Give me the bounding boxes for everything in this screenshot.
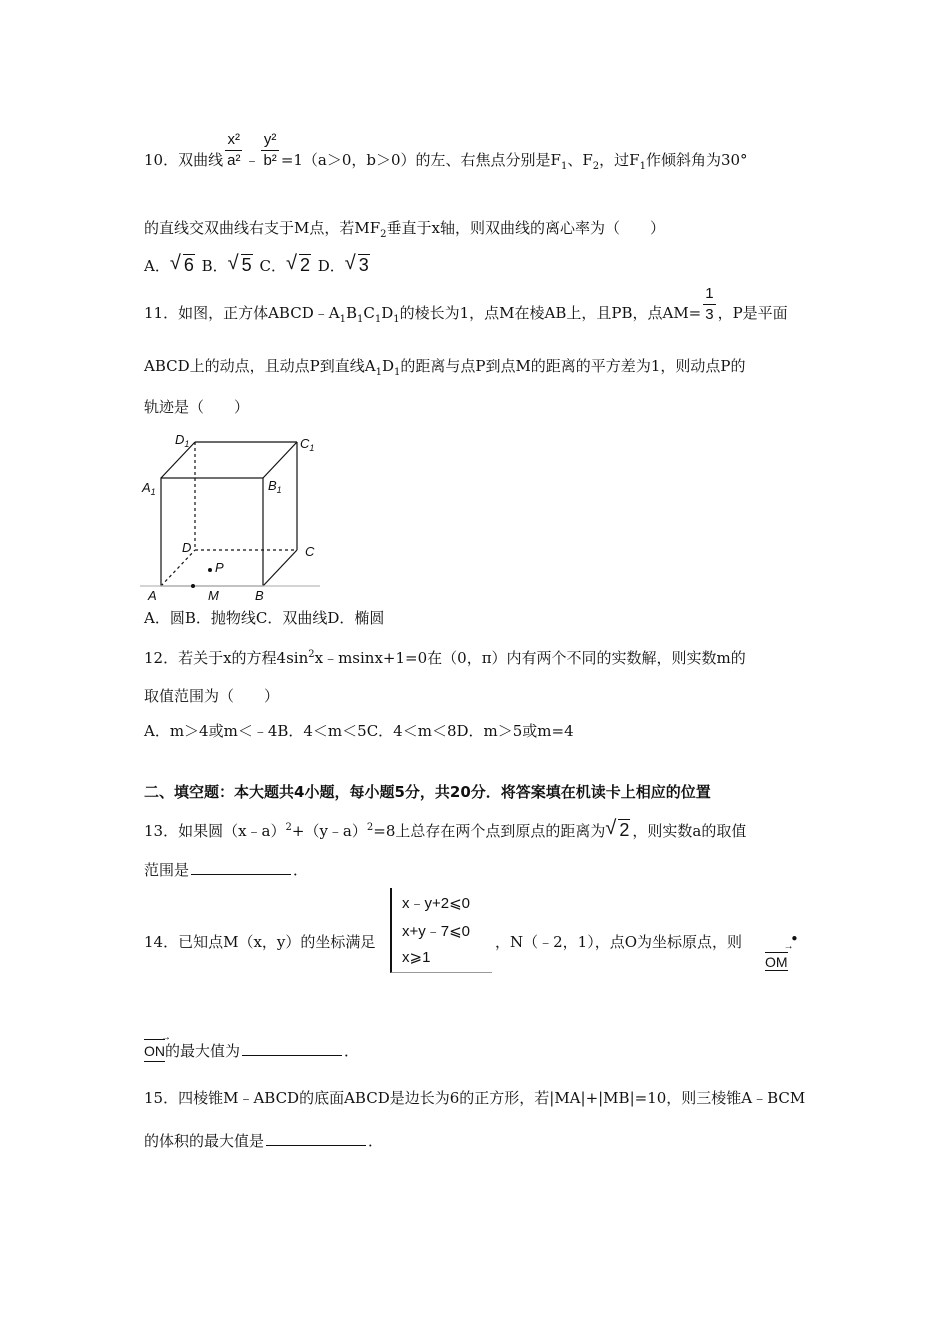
q13-radicand: 2 [619, 820, 630, 840]
q14-vector-on: ON → [144, 1037, 165, 1062]
q14-line1-b-wrap [495, 932, 742, 952]
q10-sub1: 1 [560, 161, 568, 172]
q10-number: 10． [144, 151, 179, 169]
label-a: A [148, 588, 157, 602]
q14-line1-b: ，N（﹣2，1），点O为坐标原点，则 [495, 933, 743, 951]
q13-sqrt [607, 820, 630, 840]
q10-line2-b: 垂直于x轴，则双曲线的离心率为（ ） [386, 219, 665, 237]
q10-sub3: 1 [639, 161, 646, 172]
q14-dot: • [790, 930, 799, 948]
q13-line2-end: ． [293, 861, 309, 879]
label-b1-sub: 1 [276, 485, 282, 495]
q10-line1 [144, 130, 748, 177]
q15-line2-a: 的体积的最大值是 [144, 1132, 265, 1150]
q10-tail2: 作倾斜角为30° [645, 151, 748, 169]
q10-minus: ﹣ [244, 151, 260, 169]
q13-line1-c: =8上总存在两个点到原点的距离为 [373, 822, 606, 840]
q11-sub-b: 1 [356, 314, 364, 325]
label-c: C [305, 544, 315, 559]
q14-sys-row1: x﹣y+2⩽0 [402, 895, 471, 912]
cube-edge-b1c1 [263, 442, 297, 478]
cube-front-face [161, 478, 263, 586]
q14-vector-om: OM → [765, 950, 788, 971]
q10-line2 [144, 218, 665, 245]
q14-line2 [144, 1037, 359, 1062]
q11-options: A．圆B．抛物线C．双曲线D．椭圆 [144, 609, 385, 627]
q13-line1 [144, 818, 746, 841]
label-a1-sub: 1 [150, 487, 156, 497]
q11-line1 [144, 284, 788, 330]
q13-answer-blank[interactable] [191, 860, 291, 875]
point-m [191, 584, 195, 588]
q11-line2-b: D [381, 357, 394, 375]
q14-line1-a: 14．已知点M（x，y）的坐标满足 [144, 933, 376, 951]
q11-sub-d: 1 [393, 314, 400, 325]
q10-option-b-label: B． [201, 257, 228, 275]
q10-line2-a: 的直线交双曲线右支于M点，若MF [144, 219, 381, 237]
q10-fraction-x2-a2 [225, 130, 242, 171]
q10-option-d-radicand: 3 [358, 255, 369, 275]
q10-option-a-sqrt [172, 255, 195, 275]
q10-options [144, 255, 372, 276]
q11-line2-c: 的距离与点P到点M的距离的平方差为1，则动点P的 [400, 357, 746, 375]
q11-line3: 轨迹是（ ） [144, 398, 250, 416]
q14-sys-row2: x+y﹣7⩽0 [402, 923, 471, 940]
q10-option-d-label: D． [317, 257, 345, 275]
q13-line1-a: 13．如果圆（x﹣a） [144, 822, 286, 840]
q14-vector-om-wrap [765, 950, 788, 971]
label-c1: $C_1$ [300, 436, 315, 453]
label-d1: $D_1$ [175, 432, 190, 449]
q11-line2-sub2: 1 [393, 367, 401, 378]
label-b1: $B_1$ [268, 478, 282, 495]
q10-frac2-num: y² [261, 130, 278, 151]
q14-line2-end: ． [344, 1042, 360, 1060]
q11-line2-a: ABCD上的动点，且动点P到直线A [144, 357, 376, 375]
q10-option-c-label: C． [259, 257, 286, 275]
q14-line2-a: 的最大值为 [165, 1042, 241, 1060]
q12-sup: 2 [308, 649, 315, 660]
q12-options: A．m＞4或m＜﹣4B．4＜m＜5C．4＜m＜8D．m＞5或m=4 [144, 722, 574, 740]
q14-sys-row3: x⩾1 [402, 949, 431, 966]
q14-inequality-system [390, 888, 492, 973]
label-c1-sub: 1 [309, 443, 315, 453]
q12-line1-a: 12．若关于x的方程4sin [144, 649, 309, 667]
section2-heading: 二、填空题：本大题共4小题，每小题5分，共20分．将答案填在机读卡上相应的位置 [144, 783, 711, 801]
q15-answer-blank[interactable] [266, 1131, 366, 1146]
label-d1-sub: 1 [184, 439, 190, 449]
q11-line1-f: ，P是平面 [717, 304, 788, 322]
label-b: B [255, 588, 264, 602]
cube-edge-a1d1 [161, 442, 195, 478]
q10-option-c-radicand: 2 [299, 255, 310, 275]
q10-tail: ，过F [599, 151, 640, 169]
q10-option-b-radicand: 5 [241, 255, 252, 275]
q11-line2-sub1: 1 [375, 367, 382, 378]
q13-line2 [144, 860, 308, 880]
q10-option-a-label: A． [144, 257, 170, 275]
q11-line1-d: D [381, 304, 394, 322]
q13-line1-d: ，则实数a的取值 [632, 822, 747, 840]
q10-frac1-num: x² [225, 130, 242, 151]
q13-line1-b: +（y﹣a） [291, 822, 367, 840]
q10-sep: 、F [567, 151, 593, 169]
q11-sub-c: 1 [374, 314, 382, 325]
q10-frac1-den: a² [227, 151, 241, 169]
q10-fraction-y2-b2 [261, 130, 278, 171]
q11-line1-c: C [363, 304, 375, 322]
q13-sup1: 2 [285, 822, 292, 833]
q11-frac-num: 1 [703, 284, 715, 305]
q15-line2 [144, 1131, 383, 1151]
q13-line2-a: 范围是 [144, 861, 190, 879]
cube-hidden-edge-ad [161, 550, 195, 586]
point-p [208, 568, 212, 572]
q10-frac2-den: b² [263, 151, 277, 169]
cube-figure [140, 432, 330, 602]
q13-sup2: 2 [366, 822, 374, 833]
q11-line1-b: B [345, 304, 357, 322]
label-a1: $A_1$ [142, 480, 156, 497]
q11-frac-den: 3 [705, 305, 714, 323]
q10-option-a-radicand: 6 [183, 255, 194, 275]
q10-sub2: 2 [592, 161, 600, 172]
q10-after-frac: =1（a＞0，b＞0）的左、右焦点分别是F [280, 151, 561, 169]
q15-line1: 15．四棱锥M﹣ABCD的底面ABCD是边长为6的正方形，若|MA|+|MB|=10，则三棱锥A﹣BCM [144, 1089, 806, 1107]
q10-line2-sub: 2 [380, 229, 387, 240]
q12-line1 [144, 645, 746, 668]
q10-option-c-sqrt [288, 255, 311, 275]
q15-line2-end: ． [368, 1132, 384, 1150]
q12-line2: 取值范围为（ ） [144, 687, 280, 705]
q10-option-d-sqrt [347, 255, 370, 275]
label-p: P [215, 560, 224, 575]
q10-option-b-sqrt [230, 255, 253, 275]
label-m: M [208, 588, 219, 602]
cube-edge-bc [263, 550, 297, 586]
q11-line2 [144, 356, 745, 383]
q11-line1-a: 11．如图，正方体ABCD﹣A [144, 304, 340, 322]
q11-fraction-one-third [703, 284, 715, 325]
q11-sub-a: 1 [339, 314, 346, 325]
label-d: D [182, 540, 192, 555]
q11-line1-e: 的棱长为1，点M在棱AB上，且PB，点AM= [399, 304, 702, 322]
q12-line1-b: x﹣msinx+1=0在（0，π）内有两个不同的实数解，则实数m的 [314, 649, 746, 667]
q10-prefix: 双曲线 [178, 151, 224, 169]
q14-answer-blank[interactable] [242, 1041, 342, 1056]
